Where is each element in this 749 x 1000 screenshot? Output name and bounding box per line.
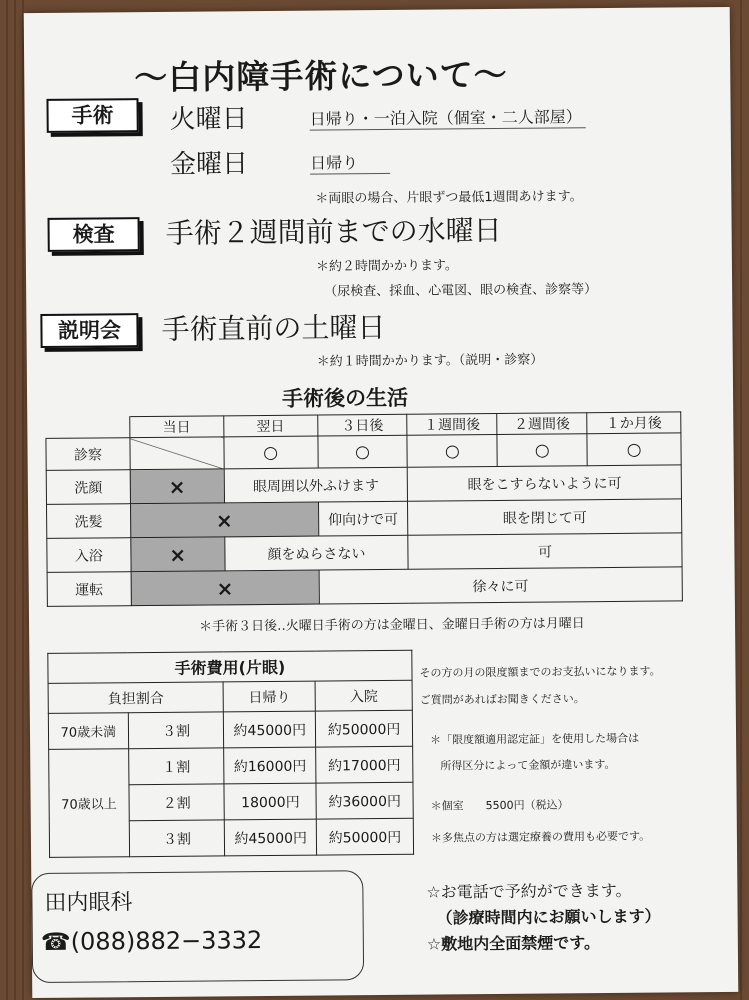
x-mark: ×: [130, 469, 224, 504]
cost-header-ratio: 負担割合: [48, 682, 224, 714]
note-multifocal: ＊多焦点の方は選定療養の費用も必要です。: [430, 829, 651, 845]
age-over70: 70歳以上: [49, 749, 130, 858]
circle-mark: ○: [587, 433, 681, 466]
footer-reservation: ☆お電話で予約ができます。: [426, 880, 632, 902]
col-week2: ２週間後: [497, 413, 587, 435]
briefing-schedule: 手術直前の土曜日: [161, 310, 386, 346]
page-title: 〜白内障手術について〜: [134, 54, 508, 98]
circle-mark: ○: [497, 434, 587, 467]
cost-stay: 約17000円: [316, 746, 413, 783]
surgery-note: ＊両眼の場合、片眼ずつ最低1週間あけます。: [315, 189, 583, 207]
surgery-day-friday: 金曜日: [169, 149, 249, 180]
cost-ratio: ３割: [129, 820, 225, 857]
wash-face-mid: 眼周囲以外ふけます: [224, 467, 408, 503]
col-month1: １か月後: [587, 412, 681, 434]
surgery-tuesday-note: 日帰り・一泊入院（個室・二人部屋）: [310, 104, 586, 130]
bath-mid: 顔をぬらさない: [224, 535, 408, 571]
note-certificate: ＊「限度額適用認定証」を使用した場合は: [430, 731, 640, 747]
bath-late: 可: [408, 533, 682, 569]
exam-label: 検査: [48, 217, 140, 252]
briefing-note: ＊約１時間かかります。（説明・診察）: [316, 352, 544, 370]
exam-note-items: （尿検査、採血、心電図、眼の検査、診察等）: [324, 282, 598, 300]
exam-schedule: 手術２週間前までの水曜日: [165, 213, 502, 250]
wash-hair-mid: 仰向けで可: [318, 501, 408, 536]
col-day1: 翌日: [223, 415, 317, 437]
clinic-phone[interactable]: (088)882−3332: [70, 926, 263, 956]
life-footnote: ＊手術３日後‥火曜日手術の方は金曜日、金曜日手術の方は月曜日: [199, 616, 585, 635]
surgery-label: 手術: [46, 98, 138, 133]
cost-stay: 約50000円: [316, 818, 413, 855]
cost-title: 手術費用(片眼): [48, 650, 412, 683]
col-day0: 当日: [130, 416, 224, 438]
exam-note-duration: ＊約２時間かかります。: [315, 258, 458, 275]
row-label-bath: 入浴: [47, 538, 131, 573]
footer-no-smoking: ☆敷地内全面禁煙です。: [426, 933, 601, 954]
surgery-friday-note: 日帰り: [310, 150, 390, 175]
note-income: 所得区分によって金額が違います。: [440, 757, 616, 773]
diagonal-cell: [130, 437, 224, 470]
life-table: [45, 411, 683, 607]
clinic-name: 田内眼科: [44, 890, 133, 916]
age-under70: 70歳未満: [48, 713, 128, 750]
row-label-wash-face: 洗顔: [46, 470, 130, 505]
cost-header-day: 日帰り: [223, 681, 315, 712]
clinic-box: [31, 870, 364, 983]
cost-day: 18000円: [224, 783, 316, 820]
note-limit: その方の月の限度額までのお支払いになります。: [419, 664, 661, 680]
cost-day: 約16000円: [224, 747, 316, 784]
cost-day: 約45000円: [224, 711, 316, 748]
cost-ratio: ３割: [128, 712, 224, 749]
footer-hours: （診療時間内にお願いします）: [436, 906, 661, 928]
cost-day: 約45000円: [225, 819, 317, 856]
x-mark: ×: [131, 537, 225, 572]
briefing-label: 説明会: [40, 313, 138, 348]
clinic-phone-line: [41, 926, 263, 956]
circle-mark: ○: [407, 434, 497, 467]
cost-table: [47, 650, 414, 858]
col-week1: １週間後: [407, 413, 497, 435]
col-day3: ３日後: [317, 414, 407, 436]
circle-mark: ○: [317, 435, 407, 468]
row-label-wash-hair: 洗髪: [47, 504, 131, 539]
x-mark: ×: [130, 502, 318, 538]
cost-stay: 約36000円: [316, 782, 413, 819]
wash-face-late: 眼をこすらないように可: [408, 465, 682, 501]
cost-stay: 約50000円: [316, 710, 413, 747]
row-label-exam: 診察: [46, 438, 130, 471]
cost-header-stay: 入院: [315, 680, 412, 711]
circle-mark: ○: [224, 436, 318, 469]
wash-hair-late: 眼を閉じて可: [408, 499, 682, 535]
note-questions: ご質問があればお聞きください。: [419, 692, 585, 707]
note-private-room: ＊個室 5500円（税込）: [430, 798, 569, 813]
life-heading: 手術後の生活: [281, 385, 409, 411]
surgery-day-tuesday: 火曜日: [169, 104, 248, 135]
document-paper: [24, 7, 739, 998]
drive-late: 徐々に可: [319, 567, 683, 604]
cost-ratio: １割: [128, 748, 224, 785]
x-mark: ×: [131, 570, 319, 606]
row-label-drive: 運転: [47, 572, 131, 607]
cost-ratio: ２割: [129, 784, 225, 821]
phone-icon: ☎: [40, 927, 71, 956]
